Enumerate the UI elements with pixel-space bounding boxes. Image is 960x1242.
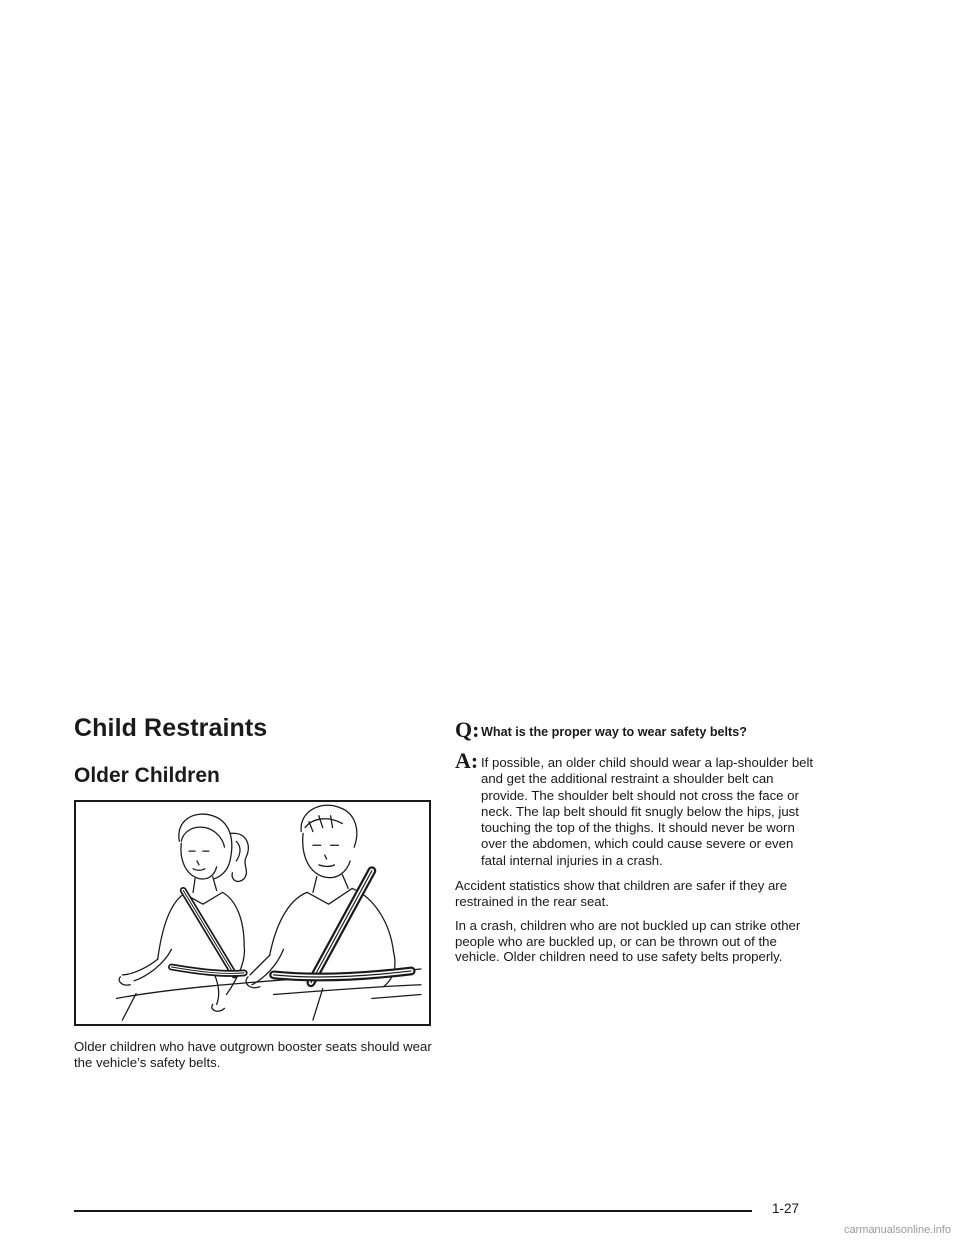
subsection-title: Older Children xyxy=(74,764,220,787)
children-seatbelt-illustration xyxy=(74,800,431,1026)
section-title: Child Restraints xyxy=(74,714,268,742)
body-paragraph: In a crash, children who are not buckled up can strike other people who are buckled up, or can be thrown out of the vehicle. Older children need to use safety belts properly. xyxy=(455,918,801,965)
figure-caption: Older children who have outgrown booster seats should wear the vehicle’s safety belts. xyxy=(74,1039,432,1070)
question-row xyxy=(455,719,815,740)
boy-figure xyxy=(246,805,421,998)
question-text: What is the proper way to wear safety belts? xyxy=(481,725,747,739)
footer-divider xyxy=(74,1210,752,1212)
girl-figure xyxy=(119,814,248,1011)
page-number: 1-27 xyxy=(772,1201,800,1216)
body-paragraph: Accident statistics show that children are safer if they are restrained in the rear seat. xyxy=(455,878,788,909)
watermark: carmanualsonline.info xyxy=(844,1224,952,1236)
question-answer-block xyxy=(455,719,815,965)
seat-line xyxy=(313,989,323,1020)
answer-marker: A: xyxy=(455,748,479,773)
answer-row xyxy=(455,750,815,869)
question-marker: Q: xyxy=(455,717,480,742)
answer-text: If possible, an older child should wear a lap-shoulder belt and get the additional restraint a shoulder belt can provide. The shoulder belt should not cross the face or neck. The lap belt should fit snugly below the hips, just touching the top of the thighs. It should never be worn over the abdomen, which could cause severe or even fatal internal injuries in a crash. xyxy=(481,755,814,868)
